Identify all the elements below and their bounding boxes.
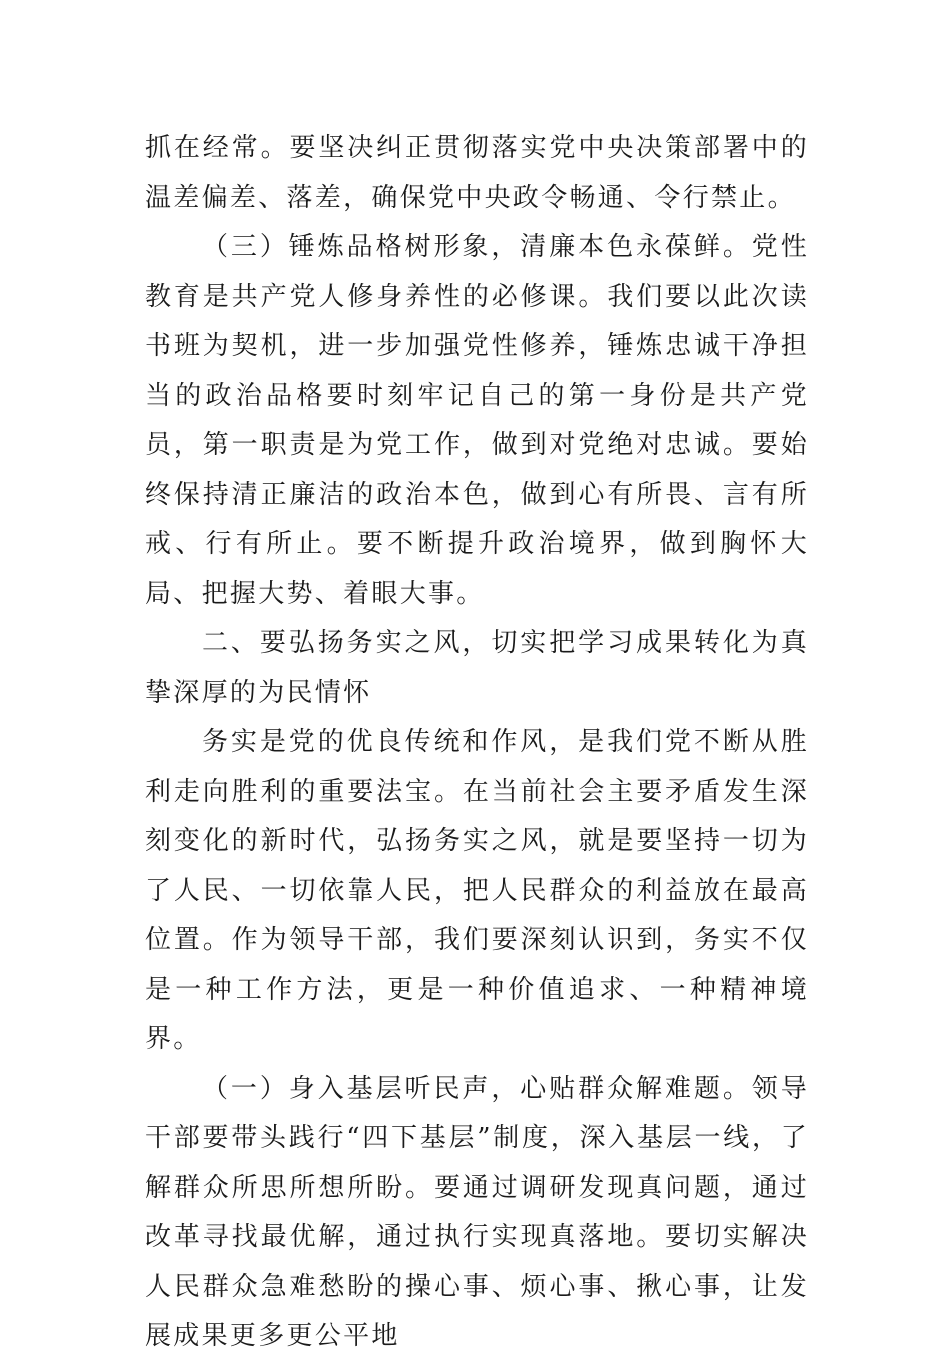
paragraph-section-1: （一）身入基层听民声，心贴群众解难题。领导干部要带头践行“四下基层”制度，深入基层一线，了解群众所思所想所盼。要通过调研发现真问题，通过改革寻找最优解，通过执行实现真落地。要切实解决人民群众急难愁盼的操心事、烦心事、揪心事，让发展成果更多更公平地 xyxy=(145,1073,809,1351)
paragraph-section-3: （三）锤炼品格树形象，清廉本色永葆鲜。党性教育是共产党人修身养性的必修课。我们要以此次读书班为契机，进一步加强党性修养，锤炼忠诚干净担当的政治品格要时刻牢记自己的第一身份是共产党员，第一职责是为党工作，做到对党绝对忠诚。要始终保持清正廉洁的政治本色，做到心有所畏、言有所戒、行有所止。要不断提升政治境界，做到胸怀大局、把握大势、着眼大事。 xyxy=(145,232,809,609)
paragraph-pragmatism: 务实是党的优良传统和作风，是我们党不断从胜利走向胜利的重要法宝。在当前社会主要矛盾发生深刻变化的新时代，弘扬务实之风，就是要坚持一切为了人民、一切依靠人民，把人民群众的利益放在最高位置。作为领导干部，我们要深刻认识到，务实不仅是一种工作方法，更是一种价值追求、一种精神境界。 xyxy=(145,727,809,1054)
paragraph-continuation: 抓在经常。要坚决纠正贯彻落实党中央决策部署中的温差偏差、落差，确保党中央政令畅通、令行禁止。 xyxy=(145,133,809,213)
heading-part-2: 二、要弘扬务实之风，切实把学习成果转化为真挚深厚的为民情怀 xyxy=(145,628,809,708)
document-body xyxy=(145,124,809,1362)
